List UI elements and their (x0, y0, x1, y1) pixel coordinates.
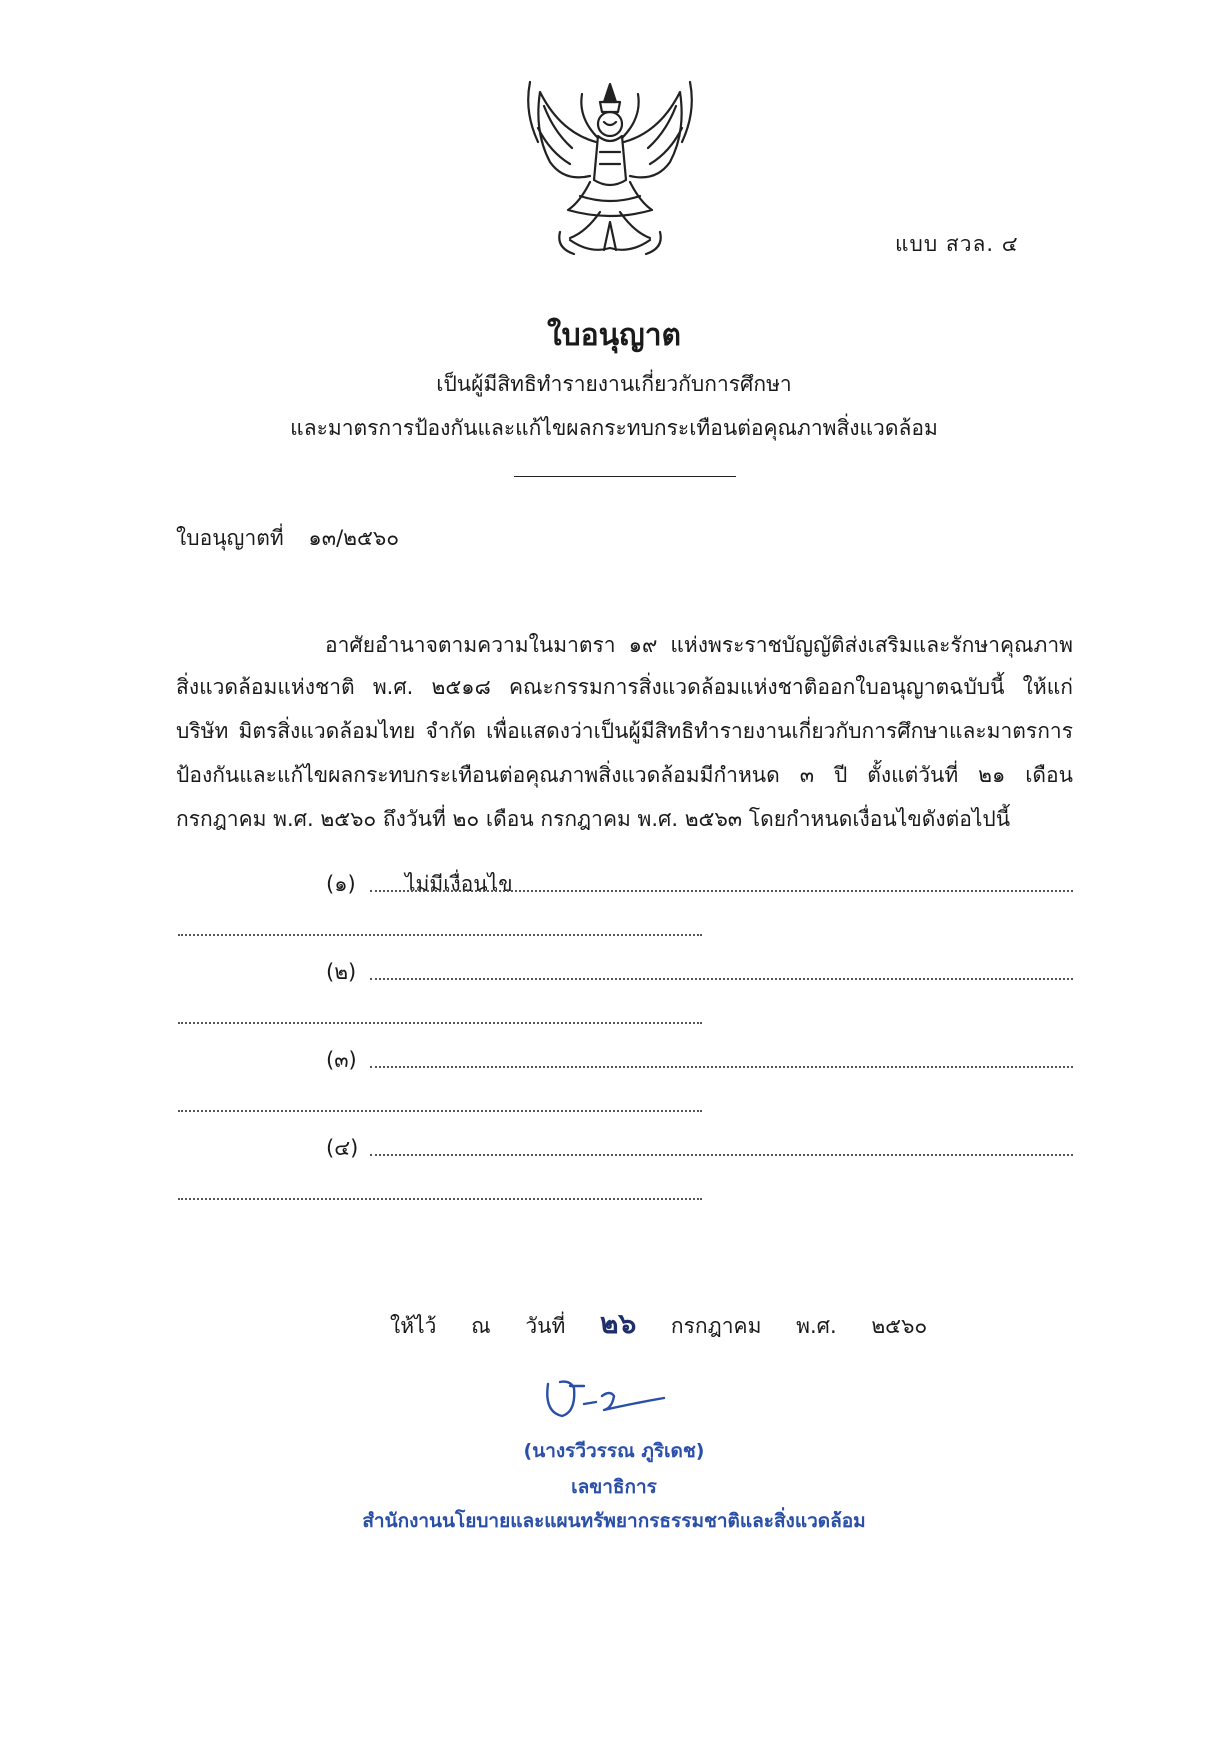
condition-1-continuation-line (178, 934, 702, 936)
signatory-name: (นางรวีวรรณ ภูริเดช) (523, 1440, 705, 1462)
body-line-1: อาศัยอำนาจตามความในมาตรา ๑๙ แห่งพระราชบัญญัติส่งเสริมและรักษาคุณภาพ (325, 633, 1073, 657)
year-label: พ.ศ. (796, 1314, 837, 1338)
condition-2-dotted-line (370, 978, 1073, 980)
issue-date-line (390, 1302, 955, 1346)
body-line-3: บริษัท มิตรสิ่งแวดล้อมไทย จำกัด เพื่อแสดงว่าเป็นผู้มีสิทธิทำรายงานเกี่ยวกับการศึกษาและมาตรการ (176, 719, 1073, 743)
body-line-2: สิ่งแวดล้อมแห่งชาติ พ.ศ. ๒๕๑๘ คณะกรรมการสิ่งแวดล้อมแห่งชาติออกใบอนุญาตฉบับนี้ ให้แก่ (176, 675, 1073, 699)
condition-4-continuation-line (178, 1198, 702, 1200)
license-label: ใบอนุญาตที่ (176, 526, 284, 550)
condition-3-label: (๓) (326, 1048, 357, 1072)
document-subtitle-line2: และมาตรการป้องกันและแก้ไขผลกระทบกระเทือนต่อคุณภาพสิ่งแวดล้อม (290, 416, 938, 440)
signatory-position: เลขาธิการ (571, 1476, 657, 1498)
condition-4-label: (๔) (326, 1136, 359, 1160)
document-subtitle-line1: เป็นผู้มีสิทธิทำรายงานเกี่ยวกับการศึกษา (436, 372, 792, 396)
license-number: ๑๓/๒๕๖๐ (308, 526, 400, 550)
signatory-office: สำนักงานนโยบายและแผนทรัพยากรธรรมชาติและสิ่งแวดล้อม (362, 1510, 866, 1532)
issue-year: ๒๕๖๐ (871, 1314, 928, 1338)
document-title: ใบอนุญาต (546, 318, 682, 353)
body-line-4: ป้องกันและแก้ไขผลกระทบกระเทือนต่อคุณภาพสิ่งแวดล้อมมีกำหนด ๓ ปี ตั้งแต่วันที่ ๒๑ เดือน (176, 763, 1073, 787)
body-line-5: กรกฎาคม พ.ศ. ๒๕๖๐ ถึงวันที่ ๒๐ เดือน กรกฎาคม พ.ศ. ๒๕๖๓ โดยกำหนดเงื่อนไขดังต่อไปนี้ (176, 807, 1011, 831)
title-divider (514, 476, 736, 477)
condition-1-label: (๑) (326, 872, 356, 896)
condition-4-dotted-line (370, 1154, 1073, 1156)
given-at-label: ให้ไว้ (390, 1314, 437, 1338)
condition-3-dotted-line (370, 1066, 1073, 1068)
condition-2-continuation-line (178, 1022, 702, 1024)
condition-1-text: ไม่มีเงื่อนไข (405, 872, 513, 896)
form-code: แบบ สวล. ๔ (895, 232, 1019, 256)
condition-3-continuation-line (178, 1110, 702, 1112)
issue-day: ๒๖ (600, 1307, 637, 1340)
condition-2-label: (๒) (326, 960, 357, 984)
day-label: วันที่ (525, 1314, 566, 1338)
issue-month: กรกฎาคม (670, 1314, 762, 1338)
license-number-line (176, 522, 399, 555)
na-label: ณ (471, 1314, 491, 1338)
condition-1-dotted-line (370, 890, 1073, 892)
signature-icon (540, 1372, 670, 1432)
garuda-emblem-icon (520, 72, 700, 262)
